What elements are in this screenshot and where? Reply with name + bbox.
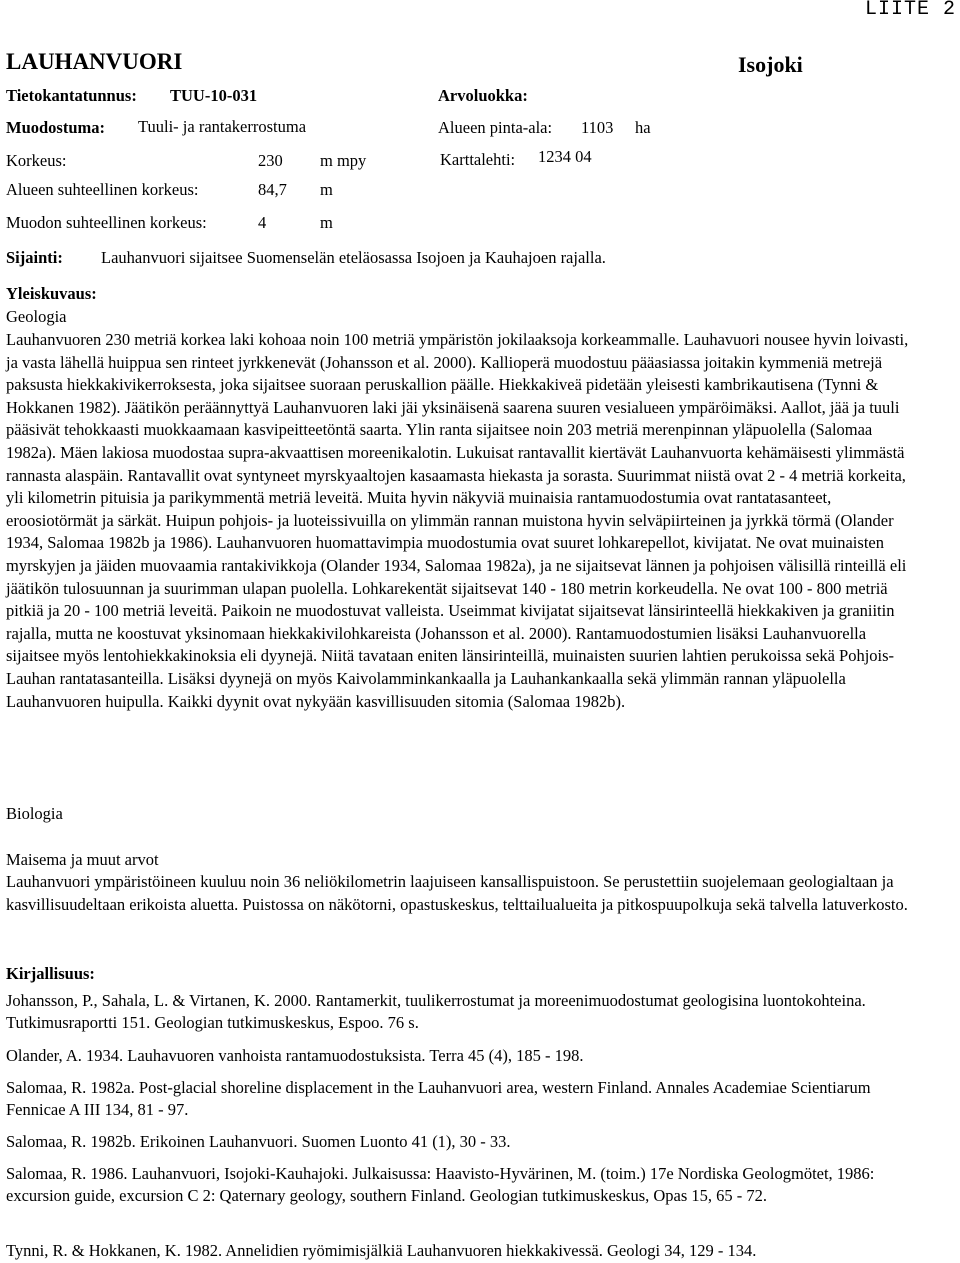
value-class-label: Arvoluokka: (438, 86, 528, 105)
height-value: 230 (258, 151, 283, 170)
mapsheet-value: 1234 04 (538, 147, 592, 166)
height-label: Korkeus: (6, 151, 67, 170)
landscape-text: Lauhanvuori ympäristöineen kuuluu noin 36 neliökilometrin laajuiseen kansallispuistoon. Se perustettiin suojelemaan geologialtaan ja kasvillisuudeltaan erikoista aluetta. Puistossa on näkötorni, opastuskeskus, telttailualueita ja pitkospuupolkuja sekä talvella latuverkosto. (6, 872, 908, 914)
form-rel-height-unit: m (320, 213, 333, 232)
height-unit: m mpy (320, 151, 367, 170)
literature-heading: Kirjallisuus: (6, 964, 95, 983)
form-rel-height-label: Muodon suhteellinen korkeus: (6, 213, 207, 232)
rel-height-value: 84,7 (258, 180, 287, 199)
db-id-value: TUU-10-031 (170, 86, 258, 105)
location-value: Lauhanvuori sijaitsee Suomenselän eteläosassa Isojoen ja Kauhajoen rajalla. (101, 248, 606, 267)
area-unit: ha (635, 118, 651, 137)
area-value: 1103 (581, 118, 614, 137)
formation-value: Tuuli- ja rantakerrostuma (138, 117, 307, 136)
db-id-label: Tietokantatunnus: (6, 86, 137, 105)
reference-item: Salomaa, R. 1982b. Erikoinen Lauhanvuori. Suomen Luonto 41 (1), 30 - 33. (6, 1132, 511, 1151)
site-title: LAUHANVUORI (6, 49, 183, 74)
municipality: Isojoki (738, 52, 803, 77)
geology-heading: Geologia (6, 307, 67, 326)
overview-heading: Yleiskuvaus: (6, 284, 97, 303)
reference-item: Olander, A. 1934. Lauhavuoren vanhoista rantamuodostuksista. Terra 45 (4), 185 - 198. (6, 1046, 584, 1065)
rel-height-label: Alueen suhteellinen korkeus: (6, 180, 199, 199)
location-label: Sijainti: (6, 248, 63, 267)
form-rel-height-value: 4 (258, 213, 267, 232)
area-label: Alueen pinta-ala: (438, 118, 553, 137)
reference-item: Tynni, R. & Hokkanen, K. 1982. Annelidien ryömimisjälkiä Lauhanvuoren hiekkakivessä. Geologi 34, 129 - 134. (6, 1241, 757, 1260)
reference-item: Salomaa, R. 1982a. Post-glacial shoreline displacement in the Lauhanvuori area, western Finland. Annales Academiae Scientiarum Fennicae A III 134, 81 - 97. (6, 1078, 871, 1120)
formation-label: Muodostuma: (6, 118, 106, 137)
reference-item: Salomaa, R. 1986. Lauhanvuori, Isojoki-Kauhajoki. Julkaisussa: Haavisto-Hyvärinen, M. (toim.) 17e Nordiska Geologmötet, 1986: excursion guide, excursion C 2: Qaternary geology, southern Finland. Geologian tutkimuskeskus, Opas 15, 65 - 72. (6, 1164, 875, 1206)
mapsheet-label: Karttalehti: (440, 150, 516, 169)
biology-heading: Biologia (6, 804, 63, 823)
landscape-heading: Maisema ja muut arvot (6, 850, 159, 869)
reference-item: Johansson, P., Sahala, L. & Virtanen, K. 2000. Rantamerkit, tuulikerrostumat ja moreenimuodostumat geologisina luontokohteina. Tutkimusraportti 151. Geologian tutkimuskeskus, Espoo. 76 s. (6, 991, 866, 1033)
geology-text: Lauhanvuoren 230 metriä korkea laki kohoaa noin 100 metriä ympäristön jokilaaksoja korkeammalle. Lauhavuori nousee hyvin loivasti, ja vasta lähellä huippua sen rinteet jyrkkenevät (Johansson et al. 2000). Kallioperä muodostuu pääasiassa joitakin kymmeniä metrejä paksusta hiekkakivikerroksesta, joka sijaitsee suoraan peruskallion päälle. Hiekkakiveä pidetään yleisesti kambrikautisena (Tynni & Hokkanen 1982). Jäätikön peräännyttyä Lauhanvuoren laki jäi yksinäisenä saarena suuren vesialueen ympäröimäksi. Aallot, jää ja tuuli pääsivät tehokkaasti muokkaamaan kasvipeitteetöntä saarta. Ylin ranta sijaitsee noin 203 metriä merenpinnan yläpuolella (Salomaa 1982a). Mäen lakiosa muodostaa supra-akvaattisen moreenikalotin. Lukuisat rantavallit kiertävät Lauhanvuorta kehämäisesti ylimmästä rannasta alaspäin. Rantavallit ovat syntyneet myrskyaaltojen kasaamasta hiekasta ja sorasta. Suurimmat niistä ovat 2 - 4 metriä korkeita, yli kilometrin pituisia ja parikymmentä metriä leveitä. Muita hyvin näkyviä muinaisia rantamuodostumia ovat rantatasanteet, eroosiotörmät ja särkät. Huipun pohjois- ja luoteissivuilla on ylimmän rannan muistona hyvin selväpiirteinen ja jyrkkä törmä (Olander 1934, Salomaa 1982b ja 1986). Lauhanvuoren huomattavimpia muodostumia ovat suuret lohkarepellot, kivijatat. Ne ovat muinaisten myrskyjen ja jäiden muovaamia rantakivikkoja (Olander 1934, Salomaa 1982a), ja ne sijaitsevat lännen ja pohjoisen välisillä rinteillä eli jäätikön tulosuunnan ja suurimman ulapan puolella. Lohkarekentät sijaitsevat 140 - 180 metrin korkeudella. Ne ovat 100 - 800 metriä pitkiä ja 20 - 100 metriä leveitä. Paikoin ne muodostuvat valleista. Useimmat kivijatat sijaitsevat länsirinteellä hiekkakiven ja graniitin rajalla, mutta ne koostuvat yksinomaan hiekkakivilohkareista (Johansson et al. 2000). Rantamuodostumien lisäksi Lauhanvuorella sijaitsee myös lentohiekkakinoksia eli dyynejä. Niitä tavataan eniten länsirinteillä, muinaisten suurien lahtien perukoissa sekä Pohjois-Lauhan rantatasanteilla. Lisäksi dyynejä on myös Kaivolamminkankaalla ja Lauhankankaalla sekä ylimmän rannan yläpuolella Lauhanvuoren huipulla. Kaikki dyynit ovat nykyään kasvillisuuden sitomia (Salomaa 1982b). (6, 330, 909, 711)
appendix-tag: LIITE 2 (864, 0, 956, 21)
rel-height-unit: m (320, 180, 333, 199)
